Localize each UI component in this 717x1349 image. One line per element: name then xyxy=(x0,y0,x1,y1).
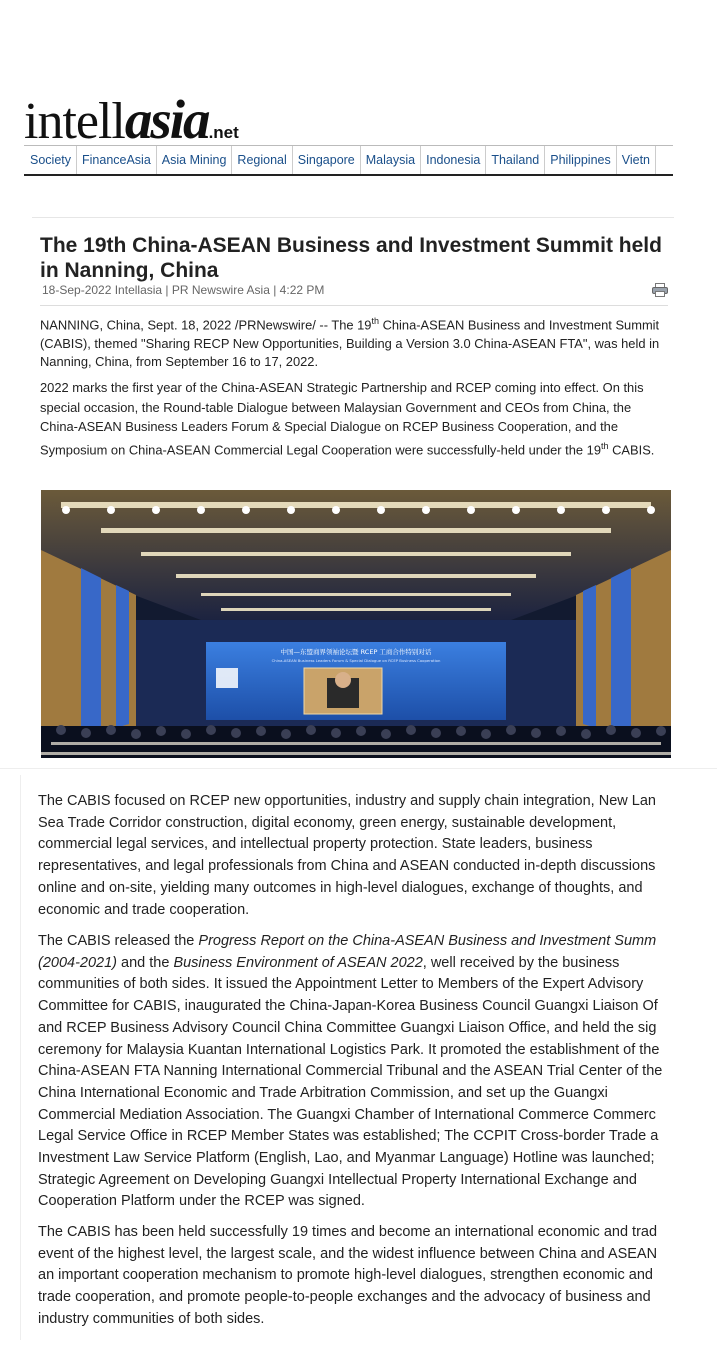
nav-item-vietnam[interactable]: Vietn xyxy=(617,146,656,174)
context-paragraph: 2022 marks the first year of the China-ASEAN Strategic Partnership and RCEP coming into effect. On this special occasion, the Round-table Dialogue between Malaysian Government and CEOs from China, the China-ASEAN Business Leaders Forum & Special Dialogue on RCEP Business Cooperation, and the Symposium on China-ASEAN Commercial Legal Cooperation were successfully-held under the 19th CABIS. xyxy=(40,380,655,457)
stage-screen-subtitle: China-ASEAN Business Leaders Forum & Special Dialogue on RCEP Business Cooperation xyxy=(271,658,441,663)
stage-screen-title: 中国—东盟商界领袖论坛暨 RCEP 工商合作特别对话 xyxy=(280,648,432,656)
nav-item-society[interactable]: Society xyxy=(24,146,77,174)
article-byline: 18-Sep-2022 Intellasia | PR Newswire Asia | 4:22 PM xyxy=(42,283,325,297)
closing-paragraph: The CABIS has been held successfully 19 times and become an international economic and trad event of the highest level, the largest scale, and the widest influence between China and ASEAN an important cooperation mechanism to promote high-level dialogues, strengthen economic and trade cooperation, and promote people-to-people exchanges and the advocacy of business and industry communities of both sides. xyxy=(38,1224,658,1327)
logo-text-intell: intell xyxy=(24,93,125,150)
focus-paragraph: The CABIS focused on RCEP new opportunities, industry and supply chain integration, New Lan Sea Trade Corridor construction, digital economy, green energy, sustainable development, commercial legal services, and intellectual property protection. State leaders, business representatives, and legal professionals from China and ASEAN conducted in-depth discussions online and on-site, yielding many outcomes in high-level dialogues, exchange of thoughts, and economic and trade cooperation. xyxy=(38,793,656,918)
section-divider xyxy=(0,768,717,769)
site-logo[interactable] xyxy=(24,88,239,150)
category-nav xyxy=(24,145,673,176)
logo-text-asia: asia xyxy=(124,89,209,150)
nav-item-thailand[interactable]: Thailand xyxy=(486,146,545,174)
nav-item-financeasia[interactable]: FinanceAsia xyxy=(77,146,157,174)
outcomes-paragraph: The CABIS released the Progress Report on the China-ASEAN Business and Investment Summ (2004-2021) and the Business Environment of ASEAN 2022, well received by the business communities of both sides. It issued the Appointment Letter to Members of the Expert Advisory Committee for CABIS, inaugurated the China-Japan-Korea Business Council Guangxi Liaison Of and RCEP Business Advisory Council China Committee Guangxi Liaison Office, and held the sig ceremony for Malaysia Kuantan International Logistics Park. It promoted the establishment of the China-ASEAN FTA Nanning International Commercial Tribunal and the ASEAN Trial Center of the China International Economic and Trade Arbitration Commission, and set up the Guangxi Commercial Mediation Association. The Guangxi Chamber of International Commerce Commerc Legal Service Office in RCEP Member States was established; The CCPIT Cross-border Trade a Investment Law Service Platform (English, Lao, and Myanmar Language) Hotline was launched; Strategic Agreement on Developing Guangxi Intellectual Property International Exchange and Cooperation Platform under the RCEP was signed. xyxy=(38,933,663,1210)
nav-item-asia-mining[interactable]: Asia Mining xyxy=(157,146,233,174)
print-icon[interactable] xyxy=(652,283,668,297)
logo-text-net: .net xyxy=(208,123,239,142)
summit-hall-photo xyxy=(41,490,671,758)
content-left-border xyxy=(20,775,21,1340)
nav-item-malaysia[interactable]: Malaysia xyxy=(361,146,421,174)
nav-item-regional[interactable]: Regional xyxy=(232,146,292,174)
nav-item-singapore[interactable]: Singapore xyxy=(293,146,361,174)
nav-item-indonesia[interactable]: Indonesia xyxy=(421,146,486,174)
intro-paragraph: NANNING, China, Sept. 18, 2022 /PRNewswire/ -- The 19th China-ASEAN Business and Investment Summit (CABIS), themed "Sharing RECP New Opportunities, Building a Version 3.0 China-ASEAN FTA", was held in Nanning, China, from September 16 to 17, 2022. xyxy=(40,316,660,370)
title-divider xyxy=(40,305,668,306)
nav-item-philippines[interactable]: Philippines xyxy=(545,146,616,174)
article-title: The 19th China-ASEAN Business and Investment Summit held in Nanning, China xyxy=(40,234,662,282)
